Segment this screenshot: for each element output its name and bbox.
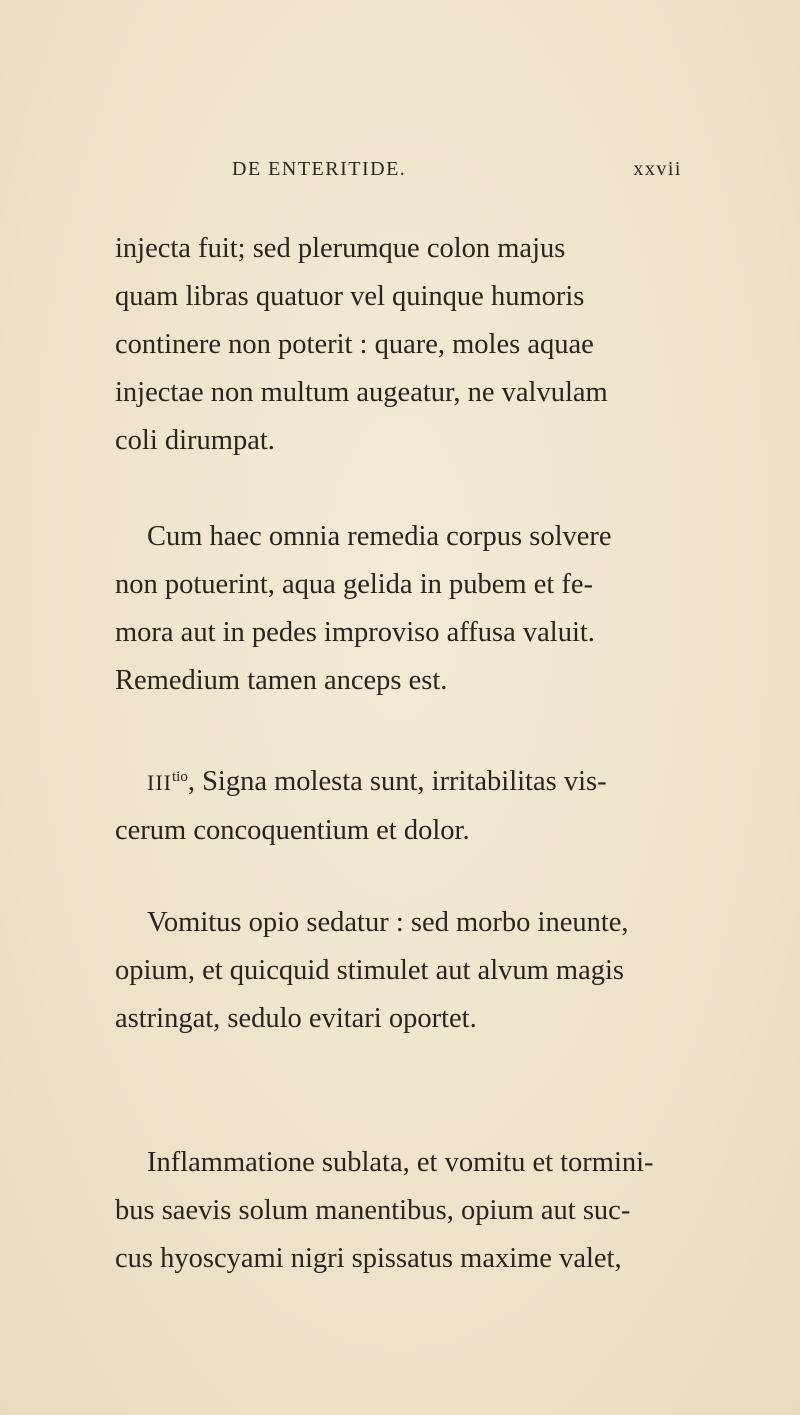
- text-line: Vomitus opio sedatur : sed morbo ineunte,: [147, 907, 629, 938]
- text-line: opium, et quicquid stimulet aut alvum magis: [115, 955, 624, 986]
- text-line: [115, 753, 685, 807]
- paragraph-1: [115, 225, 685, 465]
- section-numeral: III: [147, 770, 172, 795]
- text-line: cerum concoquentium et dolor.: [115, 815, 470, 846]
- section-numeral-suffix: tio: [171, 769, 188, 785]
- text-line-rest: , Signa molesta sunt, irritabilitas vis-: [187, 766, 607, 797]
- text-line: mora aut in pedes improviso affusa valuit.: [115, 617, 595, 648]
- text-line: astringat, sedulo evitari oportet.: [115, 1003, 477, 1034]
- text-line: cus hyoscyami nigri spissatus maxime valet,: [115, 1243, 622, 1274]
- text-line: bus saevis solum manentibus, opium aut suc-: [115, 1195, 631, 1226]
- text-line: Cum haec omnia remedia corpus solvere: [147, 521, 612, 552]
- running-header: [232, 158, 682, 181]
- text-line: non potuerint, aqua gelida in pubem et fe-: [115, 569, 594, 600]
- text-line: injectae non multum augeatur, ne valvulam: [115, 377, 608, 408]
- running-title: DE ENTERITIDE.: [232, 158, 407, 180]
- text-line: Remedium tamen anceps est.: [115, 665, 448, 696]
- text-line: continere non poterit : quare, moles aquae: [115, 329, 594, 360]
- paragraph-4: [115, 899, 685, 1043]
- text-line: quam libras quatuor vel quinque humoris: [115, 281, 585, 312]
- paragraph-5: [115, 1139, 685, 1283]
- text-line: coli dirumpat.: [115, 425, 275, 456]
- paragraph-3: [115, 753, 685, 855]
- page-number: xxvii: [633, 158, 682, 180]
- paragraph-2: [115, 513, 685, 705]
- text-line: injecta fuit; sed plerumque colon majus: [115, 233, 566, 264]
- text-line: Inflammatione sublata, et vomitu et tormini-: [147, 1147, 654, 1178]
